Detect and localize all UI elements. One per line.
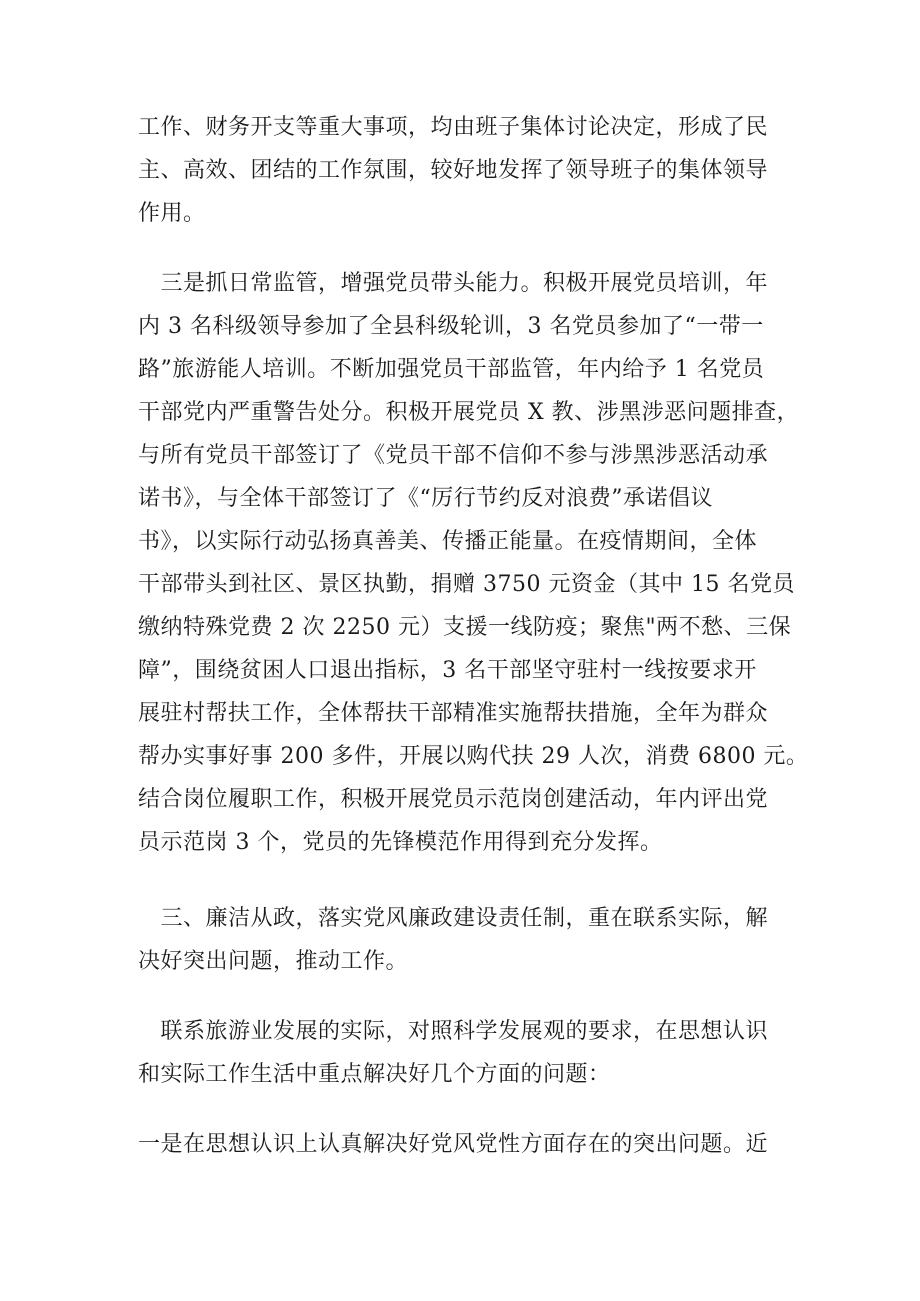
paragraph-first-point [138, 1123, 788, 1166]
text-line: 员示范岗 3 个，党员的先锋模范作用得到充分发挥。 [138, 830, 663, 855]
text-line: 决好突出问题，推动工作。 [138, 949, 409, 974]
text-line: 与所有党员干部签订了《党员干部不信仰不参与涉黑涉恶活动承 [138, 443, 769, 468]
text-line: 诺书》，与全体干部签订了《“厉行节约反对浪费”承诺倡议 [138, 486, 713, 511]
paragraph-daily-supervision [138, 262, 809, 864]
text-line: 和实际工作生活中重点解决好几个方面的问题： [138, 1062, 611, 1087]
text-line: 障”，围绕贫困人口退出指标，3 名干部坚守驻村一线按要求开 [138, 658, 757, 683]
text-line: 三、廉洁从政，落实党风廉政建设责任制，重在联系实际，解 [138, 906, 769, 931]
paragraph-collective-leadership [138, 106, 788, 235]
text-line: 展驻村帮扶工作，全体帮扶干部精准实施帮扶措施，全年为群众 [138, 701, 769, 726]
text-line: 干部党内严重警告处分。积极开展党员 X 教、涉黑涉恶问题排查， [138, 400, 800, 425]
text-line: 一是在思想认识上认真解决好党风党性方面存在的突出问题。近 [138, 1132, 769, 1157]
text-line: 主、高效、团结的工作氛围，较好地发挥了领导班子的集体领导 [138, 158, 769, 183]
text-line: 内 3 名科级领导参加了全县科级轮训，3 名党员参加了“一带一 [138, 314, 764, 339]
text-line: 缴纳特殊党费 2 次 2250 元）支援一线防疫；聚焦"两不愁、三保 [138, 615, 792, 640]
text-line: 干部带头到社区、景区执勤，捐赠 3750 元资金（其中 15 名党员 [138, 572, 795, 597]
text-line: 路”旅游能人培训。不断加强党员干部监管，年内给予 1 名党员 [138, 357, 765, 382]
text-line: 帮办实事好事 200 多件，开展以购代扶 29 人次，消费 6800 元。 [138, 744, 809, 769]
paragraph-tourism-development [138, 1010, 788, 1096]
text-line: 作用。 [138, 201, 206, 226]
text-line: 三是抓日常监管，增强党员带头能力。积极开展党员培训，年 [138, 271, 769, 296]
text-line: 书》，以实际行动弘扬真善美、传播正能量。在疫情期间，全体 [138, 529, 758, 554]
text-line: 工作、财务开支等重大事项，均由班子集体讨论决定，形成了民 [138, 115, 769, 140]
paragraph-section-three-heading [138, 897, 788, 983]
text-line: 联系旅游业发展的实际，对照科学发展观的要求，在思想认识 [138, 1019, 769, 1044]
text-line: 结合岗位履职工作，积极开展党员示范岗创建活动，年内评出党 [138, 787, 769, 812]
